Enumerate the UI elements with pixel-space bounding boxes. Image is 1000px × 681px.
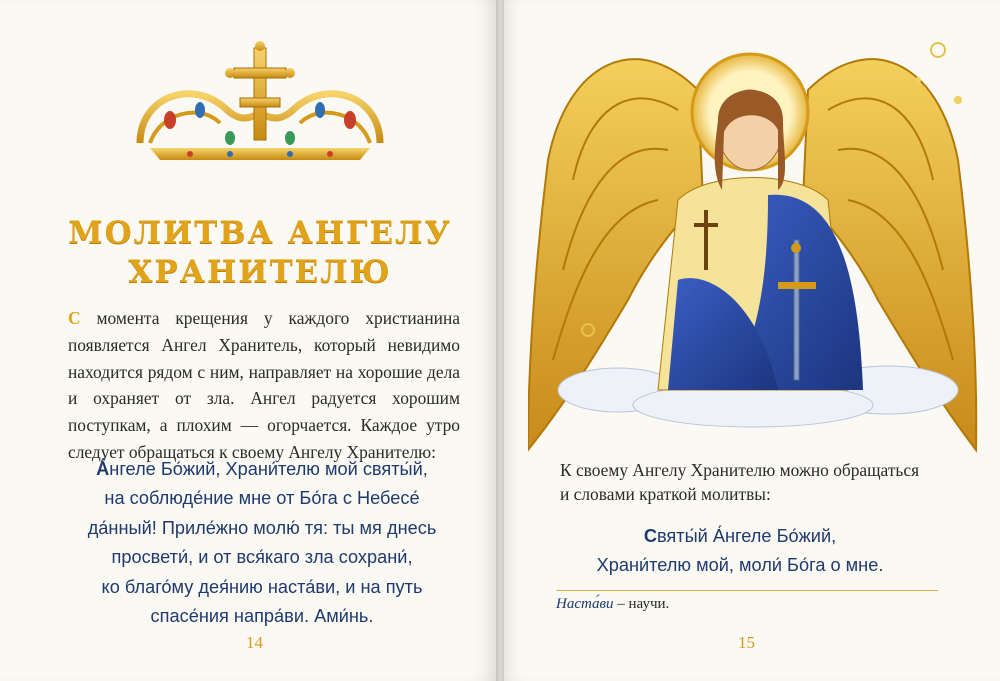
prayer-line: Святы́й А́нгеле Бо́жий, — [643, 526, 837, 546]
book-gutter — [496, 0, 504, 681]
prayer-drop-cap: С — [643, 526, 657, 546]
prayer-line: да́нный! Приле́жно молю́ тя: ты мя днесь — [87, 517, 437, 538]
footnote-term: Наста́ви — [556, 596, 614, 612]
prayer-line: просвети́, и от вся́каго зла сохрани́, — [111, 547, 413, 568]
prayer-drop-cap: А́ — [96, 459, 110, 479]
short-prayer — [570, 522, 910, 581]
cross-ornament-icon — [130, 38, 390, 168]
prayer-line: спасе́ния напра́ви. Ами́нь. — [150, 606, 374, 627]
intro-paragraph — [68, 305, 460, 466]
intro-text: момента крещения у каждого христианина появляется Ангел Хранитель, который невидимо находится рядом с ним, направляет на хорошие дела и охраняет от зла. Ангел радуется хорошим поступкам, а плохим — огорчается. Каждое утро следует обращаться к своему Ангелу Хранителю: — [68, 308, 460, 462]
page-title-line1: МОЛИТВА АНГЕЛУ — [68, 215, 452, 251]
guardian-angel-illustration-icon — [528, 20, 978, 460]
footnote — [556, 596, 669, 613]
short-prayer-intro: К своему Ангелу Хранителю можно обращаться и словами краткой молитвы: — [560, 460, 920, 504]
prayer-line: А́нгеле Бо́жий, Храни́телю мой святы́й, — [96, 459, 428, 479]
footnote-definition: – научи. — [613, 596, 670, 612]
prayer-line: на соблюде́ние мне от Бо́га с Небесе́ — [104, 488, 420, 509]
footnote-divider — [556, 590, 938, 591]
prayer-line: Храни́телю мой, моли́ Бо́га о мне. — [596, 555, 884, 576]
right-page — [498, 0, 1000, 681]
page-number: 14 — [246, 633, 263, 652]
page-title-line2: ХРАНИТЕЛЮ — [128, 254, 392, 290]
page-number: 15 — [738, 633, 755, 652]
drop-cap: С — [68, 308, 81, 328]
prayer-line: ко благо́му дея́нию наста́ви, и на путь — [101, 576, 423, 597]
left-page — [0, 0, 498, 681]
guardian-angel-prayer — [52, 455, 472, 631]
